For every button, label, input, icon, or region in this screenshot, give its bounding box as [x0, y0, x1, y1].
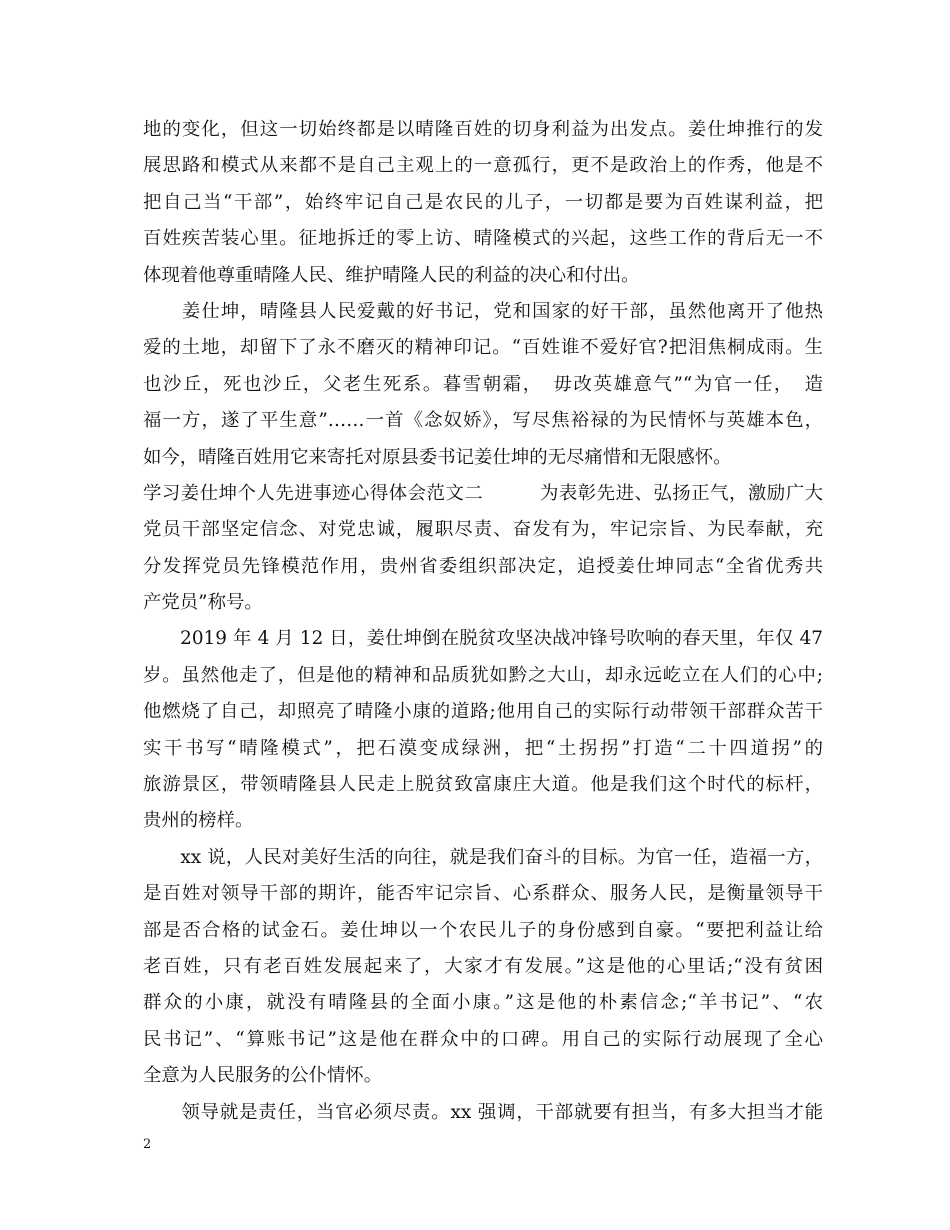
page-number: 2: [143, 1137, 152, 1152]
text-line: 是百姓对领导干部的期许，能否牢记宗旨、心系群众、服务人民，是衡量领导干: [143, 883, 823, 905]
text-line: 领导就是责任，当官必须尽责。xx 强调，干部就要有担当，有多大担当才能: [143, 1101, 823, 1123]
text-line: 产党员”称号。: [143, 592, 263, 614]
text-line: 体现着他尊重晴隆人民、维护晴隆人民的利益的决心和付出。: [143, 264, 640, 286]
text-line: xx 说，人民对美好生活的向往，就是我们奋斗的目标。为官一任，造福一方，: [143, 846, 823, 868]
text-line: 旅游景区，带领晴隆县人民走上脱贫致富康庄大道。他是我们这个时代的标杆，: [143, 774, 823, 796]
text-line: 部是否合格的试金石。姜仕坤以一个农民儿子的身份感到自豪。“要把利益让给: [143, 919, 823, 941]
text-line: 他燃烧了自己，却照亮了晴隆小康的道路;他用自己的实际行动带领干部群众苦干: [143, 701, 823, 723]
text-line: 2019 年 4 月 12 日，姜仕坤倒在脱贫攻坚决战冲锋号吹响的春天里，年仅 47: [143, 628, 823, 650]
text-line: 展思路和模式从来都不是自己主观上的一意孤行，更不是政治上的作秀，他是不: [143, 155, 823, 177]
text-line: 也沙丘，死也沙丘，父老生死系。暮雪朝霜， 毋改英雄意气”“为官一任， 造: [143, 373, 823, 395]
text-line: 群众的小康，就没有晴隆县的全面小康。”这是他的朴素信念;“羊书记”、“农: [143, 992, 823, 1014]
text-line: 爱的土地，却留下了永不磨灭的精神印记。“百姓谁不爱好官?把泪焦桐成雨。生: [143, 337, 823, 359]
text-line: 学习姜仕坤个人先进事迹心得体会范文二 为表彰先进、弘扬正气，激励广大: [143, 482, 823, 504]
text-line: 贵州的榜样。: [143, 810, 254, 832]
text-line: 分发挥党员先锋模范作用，贵州省委组织部决定，追授姜仕坤同志“全省优秀共: [143, 555, 823, 577]
text-line: 地的变化，但这一切始终都是以晴隆百姓的切身利益为出发点。姜仕坤推行的发: [143, 119, 823, 140]
text-line: 姜仕坤，晴隆县人民爱戴的好书记，党和国家的好干部，虽然他离开了他热: [143, 300, 823, 322]
text-line: 全意为人民服务的公仆情怀。: [143, 1065, 383, 1087]
text-line: 福一方，遂了平生意”……一首《念奴娇》，写尽焦裕禄的为民情怀与英雄本色，: [143, 410, 823, 432]
text-line: 老百姓，只有老百姓发展起来了，大家才有发展。”这是他的心里话;“没有贫困: [143, 955, 823, 977]
text-line: 实干书写“晴隆模式”，把石漠变成绿洲，把“土拐拐”打造“二十四道拐”的: [143, 737, 823, 759]
text-line: 民书记”、“算账书记”这是他在群众中的口碑。用自己的实际行动展现了全心: [143, 1028, 823, 1050]
text-line: 把自己当“干部”，始终牢记自己是农民的儿子，一切都是要为百姓谋利益，把: [143, 191, 823, 213]
body-text: [143, 112, 823, 1131]
text-line: 百姓疾苦装心里。征地拆迁的零上访、晴隆模式的兴起，这些工作的背后无一不: [143, 228, 823, 250]
text-line: 如今，晴隆百姓用它来寄托对原县委书记姜仕坤的无尽痛惜和无限感怀。: [143, 446, 732, 468]
text-line: 岁。虽然他走了，但是他的精神和品质犹如黔之大山，却永远屹立在人们的心中;: [143, 664, 823, 686]
text-line: 党员干部坚定信念、对党忠诚，履职尽责、奋发有为，牢记宗旨、为民奉献，充: [143, 519, 823, 541]
